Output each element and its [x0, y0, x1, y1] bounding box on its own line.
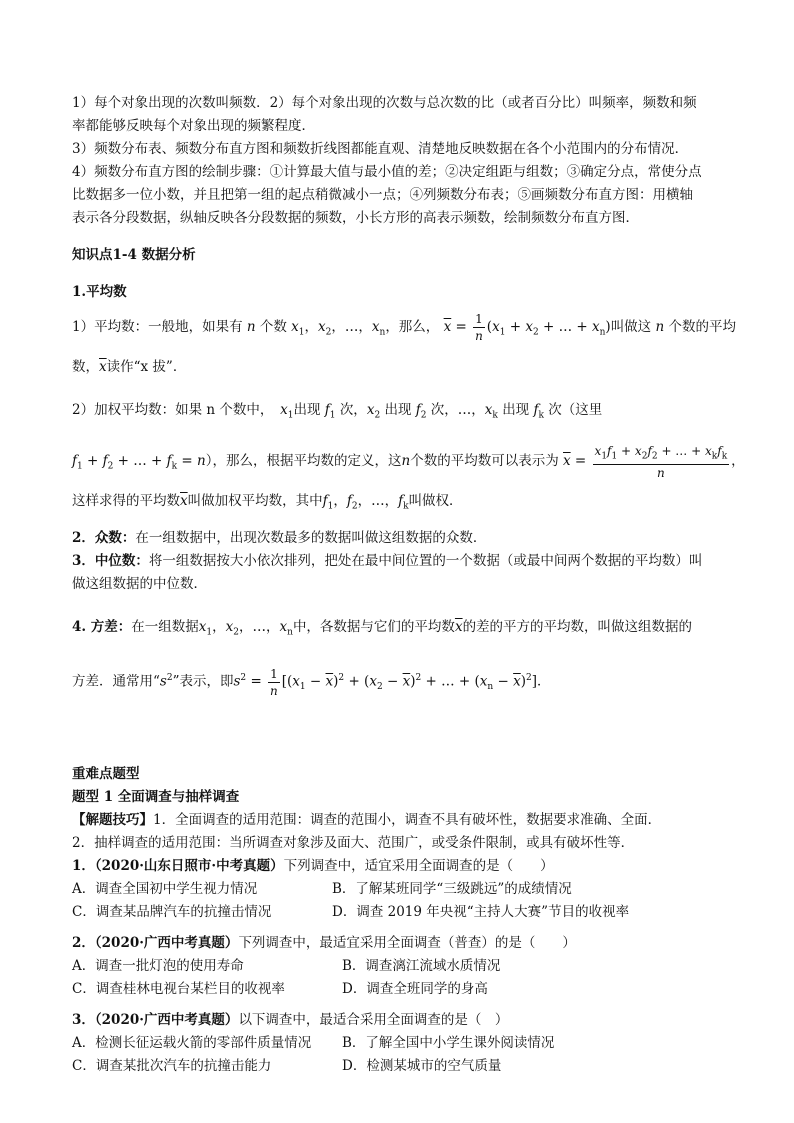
weighted-mean-formula: $\frac{x_1f_1 + x_2f_2 + \dots + x_kf_k}{n}$	[594, 443, 728, 481]
freq-line-4: 4）频数分布直方图的绘制步骤：①计算最大值与最小值的差；②决定组距与组数；③确定分点，常使分点	[72, 164, 702, 180]
question-3-options-ab	[72, 1032, 726, 1055]
mean-definition: 1）平均数：一般地，如果有 n 个数 $x_1$，$x_2$，…，$x_n$，那么， $\overline{x}$ = $\frac{1}{n}$ ($x_1 + x_2$ + … + $x_n$)叫做这 n 个数的平均	[72, 312, 736, 343]
question-1-stem: 1．（2020·山东日照市·中考真题）下列调查中，适宜采用全面调查的是（ ）	[72, 857, 554, 874]
mean-formula: $\overline{x}$	[443, 319, 452, 335]
freq-line-6: 表示各分段数据，纵轴反映各分段数据的频数，小长方形的高表示频数，绘制频数分布直方图．	[72, 210, 639, 226]
freq-line-2: 率都能够反映每个对象出现的频繁程度．	[72, 118, 315, 134]
tip-line-2: 2．抽样调查的适用范围：当所调查对象涉及面大、范围广，或受条件限制，或具有破坏性等．	[72, 834, 635, 851]
option-c[interactable]: C．调查桂林电视台某栏目的收视率	[72, 980, 285, 997]
question-3-stem: 3．（2020·广西中考真题）以下调查中，最适合采用全面调查的是（ ）	[72, 1011, 509, 1028]
weighted-mean-line-3: 这样求得的平均数$\overline{x}$叫做加权平均数，其中$f_1$，$f_2$，…，$f_k$叫做权．	[72, 493, 463, 512]
option-d[interactable]: D．检测某城市的空气质量	[342, 1057, 502, 1074]
option-b[interactable]: B．了解某班同学“三级跳远”的成绩情况	[332, 880, 572, 897]
question-2-stem: 2．（2020·广西中考真题）下列调查中，最适宜采用全面调查（普查）的是（ ）	[72, 934, 576, 951]
question-3-options-cd	[72, 1055, 726, 1078]
option-a[interactable]: A．检测长征运载火箭的零部件质量情况	[72, 1034, 312, 1051]
option-b[interactable]: B．了解全国中小学生课外阅读情况	[342, 1034, 555, 1051]
topic-title: 题型 1 全面调查与抽样调查	[72, 788, 240, 805]
weighted-mean-line-1: 2）加权平均数：如果 n 个数中， $x_1$出现 $f_1$ 次，$x_2$ 出现 $f_2$ 次，…，$x_k$ 出现 $f_k$ 次（这里	[72, 401, 603, 421]
freq-line-5: 比数据多一位小数，并且把第一组的起点稍微减小一点；④列频数分布表；⑤画频数分布直方图：用横轴	[72, 187, 693, 203]
option-a[interactable]: A．调查一批灯泡的使用寿命	[72, 957, 244, 974]
option-a[interactable]: A．调查全国初中学生视力情况	[72, 880, 258, 897]
section-title: 重难点题型	[72, 765, 140, 782]
option-c[interactable]: C．调查某批次汽车的抗撞击能力	[72, 1057, 272, 1074]
freq-line-1: 1）每个对象出现的次数叫频数．2）每个对象出现的次数与总次数的比（或者百分比）叫频率，频数和频	[72, 95, 697, 111]
document-page	[72, 92, 745, 1078]
variance-formula: $\frac{1}{n}$	[270, 666, 278, 698]
mode-definition: 2．众数：在一组数据中，出现次数最多的数据叫做这组数据的众数．	[72, 529, 487, 546]
variance-definition: 4. 方差：在一组数据$x_1$，$x_2$，…，$x_n$中，各数据与它们的平均数$\overline{x}$的差的平方的平均数，叫做这组数据的	[72, 618, 693, 638]
option-b[interactable]: B．调查漓江流域水质情况	[342, 957, 501, 974]
mean-reading: 数，$\overline{x}$读作“x 拔”．	[72, 358, 187, 375]
tip-line-1: 【解题技巧】1．全面调查的适用范围：调查的范围小，调查不具有破坏性，数据要求准确、全面．	[72, 811, 662, 828]
question-1-options-cd	[72, 901, 726, 924]
option-d[interactable]: D．调查全班同学的身高	[342, 980, 488, 997]
question-2-options-cd	[72, 978, 726, 1001]
question-2-options-ab	[72, 955, 726, 978]
knowledge-point-title: 知识点1-4 数据分析	[72, 247, 196, 263]
mean-title: 1.平均数	[72, 284, 127, 300]
freq-line-3: 3）频数分布表、频数分布直方图和频数折线图都能直观、清楚地反映数据在各个小范围内的分布情况．	[72, 141, 689, 157]
median-definition-cont: 做这组数据的中位数．	[72, 575, 207, 592]
question-1-options-ab	[72, 878, 726, 901]
option-d[interactable]: D．调查 2019 年央视“主持人大赛”节目的收视率	[332, 903, 630, 920]
weighted-mean-line-2: $f_1 + f_2$ + … + $f_k = n$），那么，根据平均数的定义，这n个数的平均数可以表示为 $\overline{x}$ = $\frac{x_1f_1 + x_2f_2 + \dots + x_kf_k}{n}$ ，	[72, 443, 745, 481]
variance-formula-line: 方差．通常用“$s^2$”表示，即$s^2$ = $\frac{1}{n}$ [$(x_1 - \overline{x})^2 + (x_2 - \overline{x})^2$ + … + $(x_n - \overline{x})^2$]．	[72, 666, 551, 698]
median-definition: 3．中位数：将一组数据按大小依次排列，把处在最中间位置的一个数据（或最中间两个数据的平均数）叫	[72, 552, 703, 569]
option-c[interactable]: C．调查某品牌汽车的抗撞击情况	[72, 903, 272, 920]
